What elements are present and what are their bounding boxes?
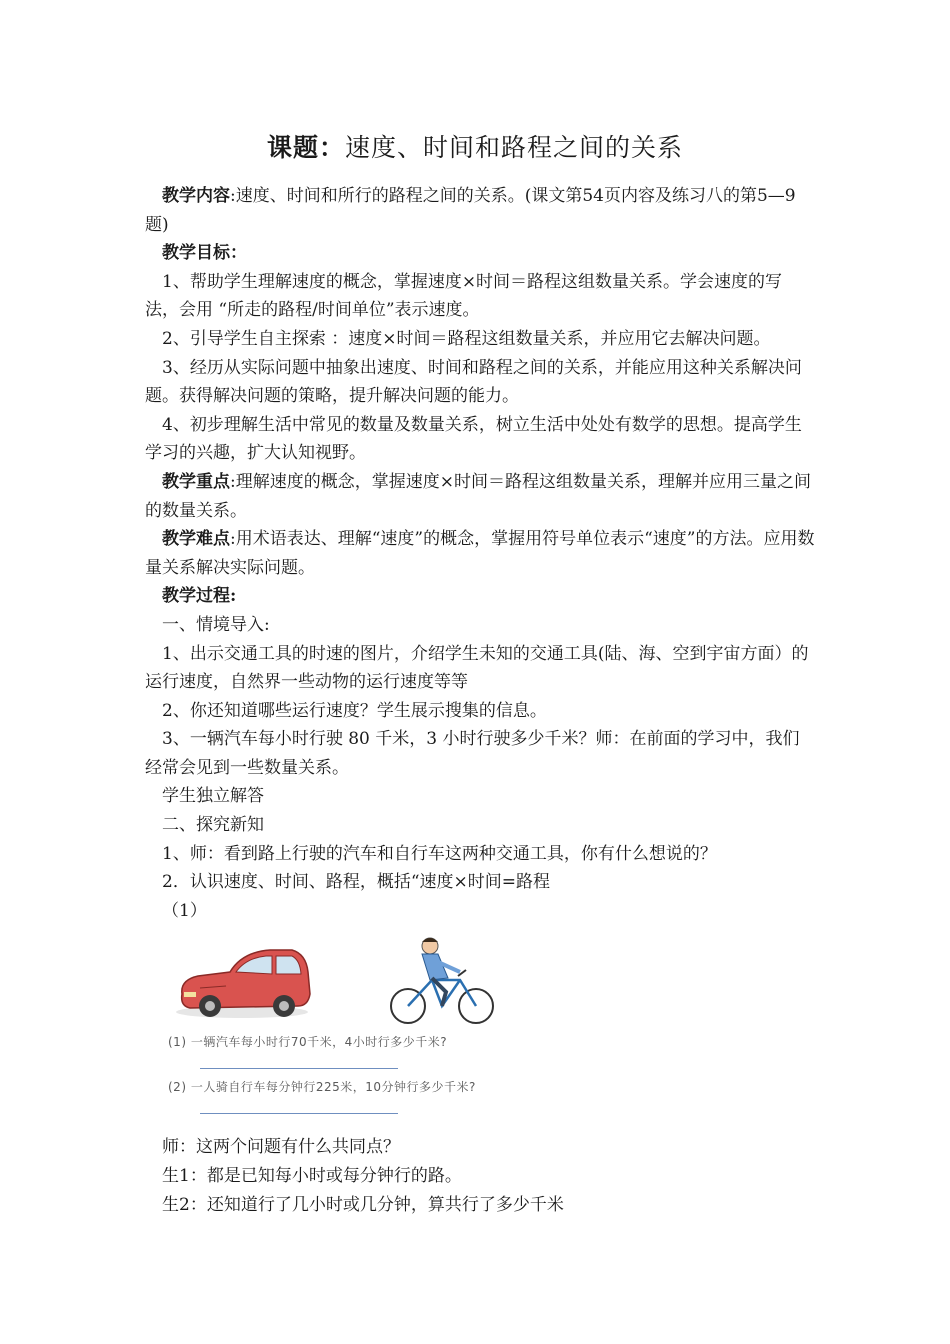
- goals-label: 教学目标：: [162, 243, 247, 264]
- teaching-key: [145, 468, 815, 525]
- figure-question-2: (2) 一人骑自行车每分钟行225米，10分钟行多少千米?: [168, 1080, 476, 1094]
- car-bicycle-illustration: [160, 932, 540, 1132]
- process-line: 2、你还知道哪些运行速度？学生展示搜集的信息。: [162, 700, 547, 721]
- answer-underline: [200, 1113, 398, 1114]
- teaching-difficulty-text: :用术语表达、理解“速度”的概念，掌握用符号单位表示“速度”的方法。应用数量关系解决实际问题。: [145, 529, 815, 578]
- teaching-difficulty-label: 教学难点: [162, 529, 230, 550]
- car-icon: [176, 950, 310, 1018]
- document-body: [145, 182, 815, 925]
- goal-item: 4、初步理解生活中常见的数量及数量关系，树立生活中处处有数学的思想。提高学生学习的兴趣，扩大认知视野。: [145, 414, 802, 464]
- process-line: （1）: [162, 900, 207, 921]
- teaching-content-text: :速度、时间和所行的路程之间的关系。(课文第54页内容及练习八的第5—9题): [145, 186, 796, 235]
- process-line: 二、探究新知: [162, 815, 264, 836]
- page-title: [0, 128, 950, 164]
- process-line: 1、师：看到路上行驶的汽车和自行车这两种交通工具，你有什么想说的？: [162, 843, 717, 864]
- teaching-content: [145, 182, 815, 239]
- title-label: 课题：: [266, 133, 345, 162]
- dialog-line: 生1：都是已知每小时或每分钟行的路。: [162, 1166, 462, 1186]
- teaching-key-text: :理解速度的概念，掌握速度×时间＝路程这组数量关系，理解并应用三量之间的数量关系。: [145, 471, 811, 521]
- process-line: 1、出示交通工具的时速的图片，介绍学生未知的交通工具(陆、海、空到宇宙方面）的运行速度，自然界一些动物的运行速度等等: [145, 643, 809, 693]
- textbook-illustration: [160, 932, 540, 1132]
- dialog-line: 师：这两个问题有什么共同点？: [162, 1137, 400, 1157]
- dialog-section: [145, 1133, 815, 1220]
- goal-item: 1、帮助学生理解速度的概念，掌握速度×时间＝路程这组数量关系。学会速度的写法，会用 “所走的路程/时间单位”表示速度。: [145, 271, 783, 321]
- teaching-content-label: 教学内容: [162, 186, 230, 206]
- teaching-key-label: 教学重点: [162, 471, 230, 492]
- process-line: 2．认识速度、时间、路程，概括“速度×时间=路程: [162, 872, 550, 893]
- process-line: 一、情境导入:: [162, 614, 270, 635]
- goal-item: 3、经历从实际问题中抽象出速度、时间和路程之间的关系，并能应用这种关系解决问题。获得解决问题的策略，提升解决问题的能力。: [145, 357, 802, 407]
- process-label: 教学过程:: [162, 586, 237, 607]
- title-text: 速度、时间和路程之间的关系: [345, 133, 684, 162]
- goal-item: 2、引导学生自主探索 ：速度×时间＝路程这组数量关系，并应用它去解决问题。: [162, 328, 771, 349]
- bicycle-rider-icon: [391, 938, 493, 1023]
- teaching-difficulty: [145, 525, 815, 582]
- answer-underline: [200, 1068, 398, 1069]
- figure-question-1: (1) 一辆汽车每小时行70千米，4小时行多少千米?: [168, 1035, 448, 1049]
- dialog-line: 生2：还知道行了几小时或几分钟，算共行了多少千米: [162, 1195, 564, 1215]
- process-line: 学生独立解答: [162, 786, 264, 807]
- process-line: 3、一辆汽车每小时行驶 80 千米，3 小时行驶多少千米？师：在前面的学习中，我们经常会见到一些数量关系。: [145, 729, 800, 778]
